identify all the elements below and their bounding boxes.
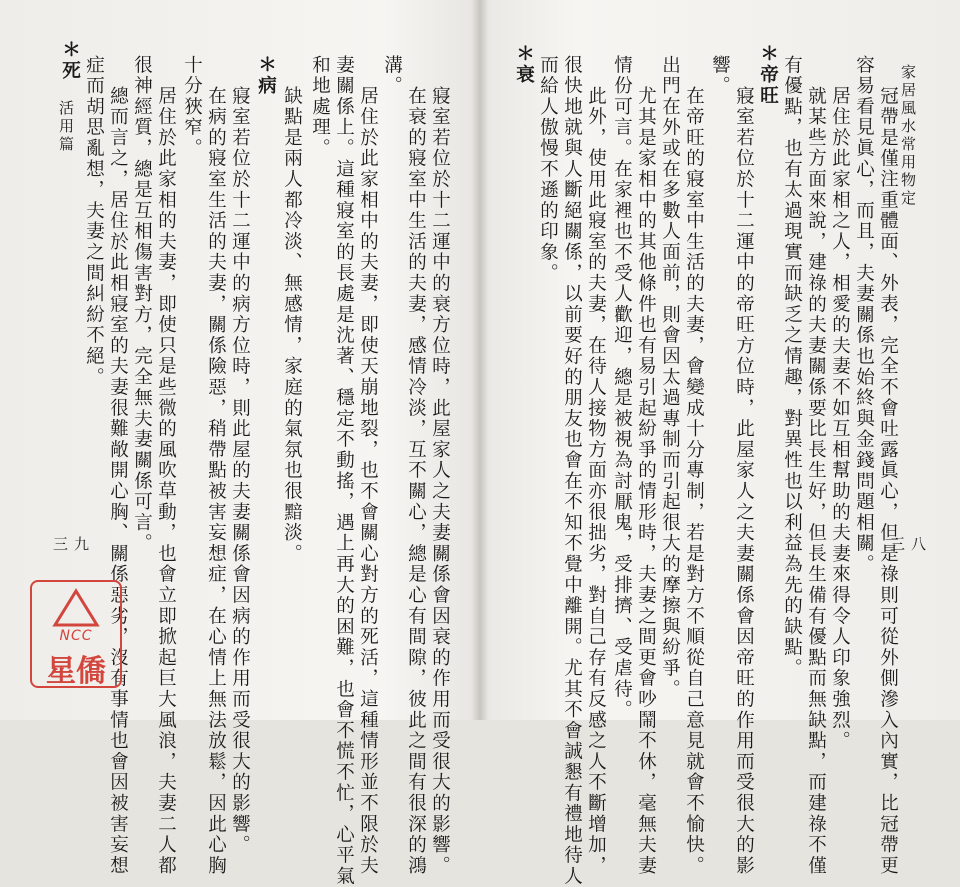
stamp-ncc-text: NCC bbox=[59, 628, 93, 644]
text-column: 溝。 bbox=[381, 55, 403, 97]
text-column: 居住於此家相的夫妻，即使只是些微的風吹草動，也會立即掀起巨大風浪，夫妻二人都 bbox=[155, 86, 177, 877]
text-column: 寢室若位於十二運中的病方位時，則此屋的夫妻關係會因病的作用而受很大的影響。 bbox=[229, 86, 251, 856]
text-column: 寢室若位於十二運中的帝旺方位時，此屋家人之夫妻關係會因帝旺的作用而受很大的影 bbox=[733, 86, 755, 877]
section-heading: ＊衰 bbox=[513, 44, 535, 86]
text-column: 尤其是家相中的其他條件也有易引起紛爭的情形時，夫妻之間更會吵鬧不休，毫無夫妻 bbox=[635, 86, 657, 877]
running-head: 活用篇 bbox=[57, 100, 75, 154]
text-column: 缺點是兩人都冷淡、無感情，家庭的氣氛也很黯淡。 bbox=[281, 86, 303, 565]
text-column: 總而言之，居住於此相寢室的夫妻很難敞開心胸、關係惡劣，沒有事情也會因被害妄想 bbox=[107, 86, 129, 877]
section-heading: ＊帝旺 bbox=[757, 44, 779, 107]
page-number: 三八 bbox=[890, 535, 933, 553]
text-column: 寢室若位於十二運中的衰方位時，此屋家人之夫妻關係會因衰的作用而受很大的影響。 bbox=[429, 86, 451, 877]
text-column: 容易看見眞心，而且，夫妻關係也始終與金錢問題相關。 bbox=[853, 55, 875, 575]
section-heading: ＊病 bbox=[255, 55, 277, 97]
text-column: 在衰的寢室中生活的夫妻，感情冷淡，互不關心，總是心有間隙，彼此之間有很深的鴻 bbox=[405, 86, 427, 877]
page-number: 三九 bbox=[53, 535, 96, 553]
watermark-stamp bbox=[30, 580, 122, 688]
triangle-icon bbox=[52, 588, 100, 628]
text-column: 情份可言。在家裡也不受人歡迎，總是被視為討厭鬼，受排擠、受虐待。 bbox=[611, 55, 633, 721]
section-heading: ＊死 bbox=[59, 40, 81, 82]
text-column: 十分狹窄。 bbox=[181, 55, 203, 159]
text-column: 出門在外或在多數人面前，則會因太過專制而引起很大的摩擦與紛爭。 bbox=[659, 55, 681, 700]
text-column: 在病的寢室生活的夫妻，關係險惡，稍帶點被害妄想症，在心情上無法放鬆，因此心胸 bbox=[205, 86, 227, 877]
text-column: 症而胡思亂想，夫妻之間糾紛不絕。 bbox=[83, 55, 105, 388]
text-column: 就某些方面來說，建祿的夫妻關係要比長生好，但長生備有優點而無缺點，而建祿不僅 bbox=[805, 86, 827, 877]
text-column: 很快地就與人斷絕關係，以前要好的朋友也會在不知不覺中離開。尤其不會誠懇有禮地待人 bbox=[561, 55, 583, 887]
text-column: 居住於此家相中的夫妻，即使天崩地裂，也不會關心對方的死活，這種情形並不限於夫 bbox=[357, 86, 379, 877]
text-column: 很神經質，總是互相傷害對方，完全無夫妻關係可言。 bbox=[131, 55, 153, 555]
stamp-name: 星僑 bbox=[46, 654, 106, 689]
text-column: 居住於此家相之人，相愛的夫妻不如互相幫助的夫妻來得令人印象強烈。 bbox=[829, 86, 851, 752]
text-column: 妻關係上。這種寢室的長處是沈著、穩定不動搖，遇上再大的困難，也會不慌不忙，心平氣 bbox=[333, 55, 355, 887]
right-page bbox=[480, 0, 960, 887]
text-column: 此外，使用此寢室的夫妻，在待人接物方面亦很拙劣，對自己存有反感之人不斷增加， bbox=[585, 86, 607, 877]
text-column: 和地處理。 bbox=[309, 55, 331, 159]
running-head: 家居風水常用物定 bbox=[899, 64, 917, 208]
text-column: 冠帶是僅注重體面、外表，完全不會吐露眞心，但是祿則可從外側滲入內實，比冠帶更 bbox=[877, 86, 899, 877]
text-column: 在帝旺的寢室中生活的夫妻，會變成十分專制，若是對方不順從自己意見就會不愉快。 bbox=[683, 86, 705, 877]
text-column: 響。 bbox=[709, 55, 731, 97]
text-column: 有優點，也有太過現實而缺乏之情趣，對異性也以利益為先的缺點。 bbox=[781, 55, 803, 679]
text-column: 而給人傲慢不遜的印象。 bbox=[537, 55, 559, 284]
